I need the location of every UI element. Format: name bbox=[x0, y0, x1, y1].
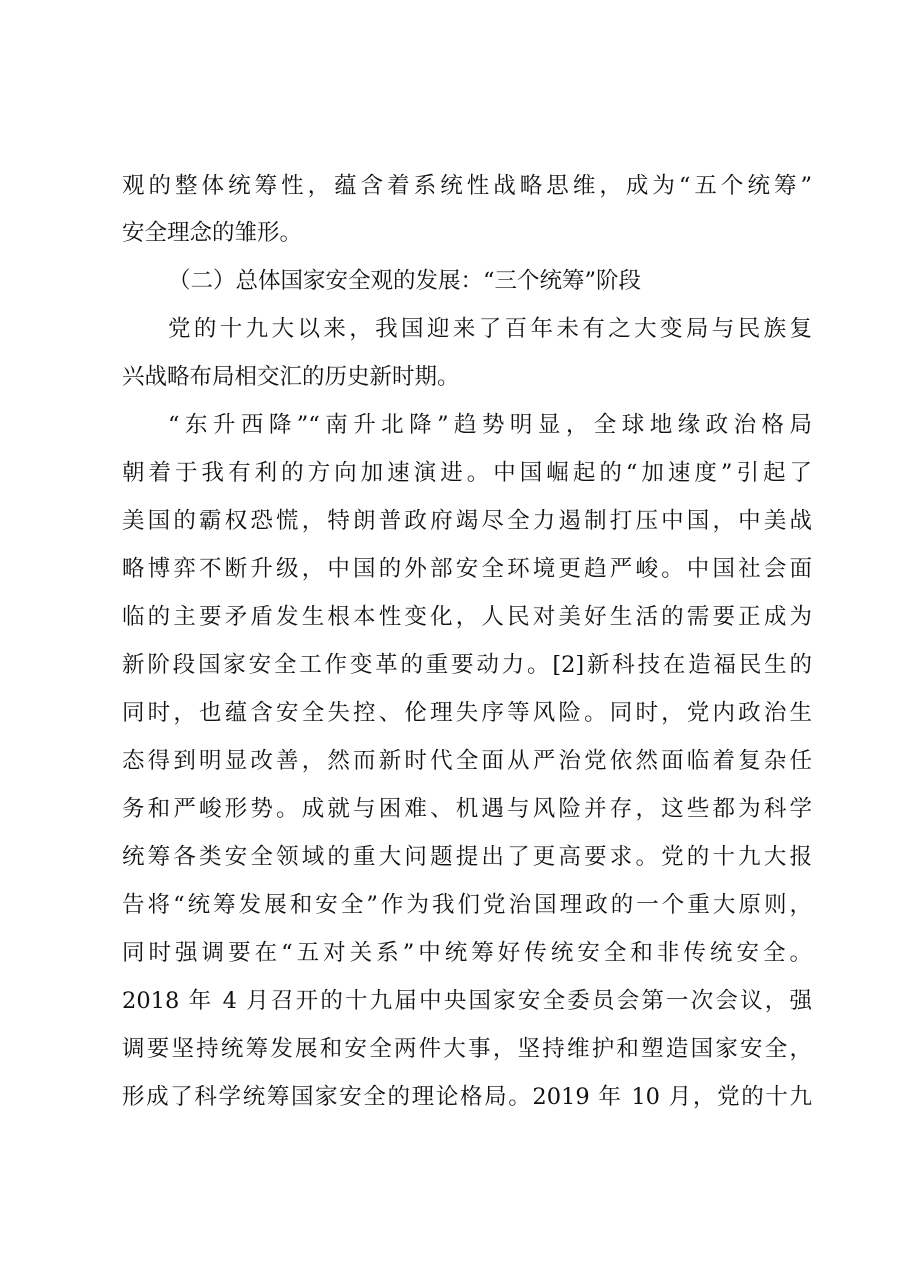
text-line: 美国的霸权恐慌，特朗普政府竭尽全力遏制打压中国，中美战 bbox=[122, 508, 812, 534]
text-line: 党的十九大以来，我国迎来了百年未有之大变局与民族复 bbox=[168, 316, 812, 342]
text-line: 态得到明显改善，然而新时代全面从严治党依然面临着复杂任 bbox=[122, 748, 812, 774]
text-line: 略博弈不断升级，中国的外部安全环境更趋严峻。中国社会面 bbox=[122, 556, 812, 582]
text-line: 临的主要矛盾发生根本性变化，人民对美好生活的需要正成为 bbox=[122, 604, 812, 630]
text-line: 安全理念的雏形。 bbox=[122, 220, 303, 246]
text-line: 调要坚持统筹发展和安全两件大事，坚持维护和塑造国家安全， bbox=[122, 1036, 812, 1062]
text-line: 同时，也蕴含安全失控、伦理失序等风险。同时，党内政治生 bbox=[122, 700, 812, 726]
section-heading: （二）总体国家安全观的发展：“三个统筹”阶段 bbox=[168, 268, 642, 294]
text-line: 2018 年 4 月召开的十九届中央国家安全委员会第一次会议，强 bbox=[122, 988, 812, 1014]
text-line: 务和严峻形势。成就与困难、机遇与风险并存，这些都为科学 bbox=[122, 796, 812, 822]
text-line: 朝着于我有利的方向加速演进。中国崛起的“加速度”引起了 bbox=[122, 460, 812, 486]
text-line: 统筹各类安全领域的重大问题提出了更高要求。党的十九大报 bbox=[122, 844, 812, 870]
text-line: 观的整体统筹性，蕴含着系统性战略思维，成为“五个统筹” bbox=[122, 173, 812, 199]
text-line: 形成了科学统筹国家安全的理论格局。2019 年 10 月，党的十九 bbox=[122, 1084, 812, 1110]
text-line: 新阶段国家安全工作变革的重要动力。[2]新科技在造福民生的 bbox=[122, 652, 812, 678]
text-line: 兴战略布局相交汇的历史新时期。 bbox=[122, 364, 460, 390]
text-line: 同时强调要在“五对关系”中统筹好传统安全和非传统安全。 bbox=[122, 940, 812, 966]
text-line: “东升西降”“南升北降”趋势明显，全球地缘政治格局 bbox=[168, 412, 812, 438]
text-line: 告将“统筹发展和安全”作为我们党治国理政的一个重大原则， bbox=[122, 892, 812, 918]
